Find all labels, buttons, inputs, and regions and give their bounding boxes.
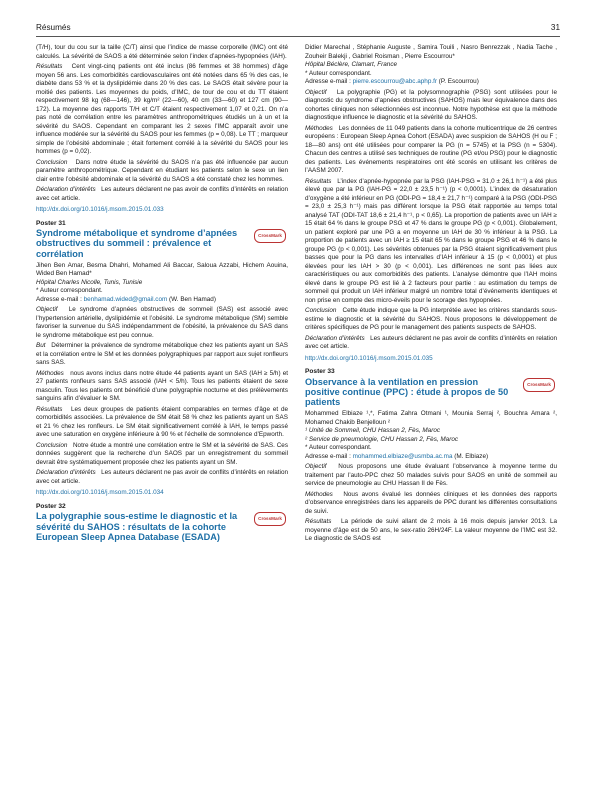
email-line: Adresse e-mail : mohammed.elbiaze@usmba.ac.ma (M. Elbiaze) <box>305 452 489 460</box>
section-title: Résumés <box>36 23 71 32</box>
poster-number: Poster 31 <box>36 219 66 227</box>
page-number: 31 <box>550 23 560 32</box>
poster-title: La polygraphie sous-estime le diagnostic et la sévérité du SAHOS : résultats de la cohorte European Sleep Apnea Database (ESADA) <box>36 511 238 542</box>
crossmark-icon[interactable]: CrossMark <box>523 378 555 392</box>
corresponding-note: * Auteur correspondant. <box>305 444 372 452</box>
affiliation: ¹ Unité de Sommeil, CHU Hassan 2, Fès, Maroc <box>305 427 441 435</box>
authors: Mohammed Elbiaze ¹,*, Fatima Zahra Otmani ¹, Mounia Serraj ², Bouchra Amara ², Mohamed Chakib Benjelloun ² <box>305 410 557 426</box>
email-line: Adresse e-mail : benhamad.wided@gmail.com (W. Ben Hamad) <box>36 295 216 303</box>
email-link[interactable]: mohammed.elbiaze@usmba.ac.ma <box>352 452 453 460</box>
running-header <box>36 20 560 37</box>
affiliation: Hôpital Charles Nicolle, Tunis, Tunisie <box>36 278 143 286</box>
affiliation: Hôpital Béclère, Clamart, France <box>305 61 398 68</box>
authors: Didier Marechal , Stéphanie Auguste , Samira Touili , Nasro Benrezzak , Nadia Tache , Zouheir Balekji , Gabriel Roisman , Pierre Escourrou* <box>305 44 557 60</box>
continued-text: (T/H), tour du cou sur la taille (C/T) ainsi que l’indice de masse corporelle (IMC) ont été calculés. La sévérité de SAOS a été déterminée selon l’index d’apnées-hypopnées (IAH). <box>36 44 288 60</box>
email-line: Adresse e-mail : pierre.escourrou@abc.aphp.fr (P. Escourrou) <box>305 78 479 85</box>
email-link[interactable]: pierre.escourrou@abc.aphp.fr <box>352 78 437 85</box>
email-link[interactable]: benhamad.wided@gmail.com <box>83 295 168 303</box>
corresponding-note: * Auteur correspondant. <box>305 69 372 77</box>
poster-number: Poster 33 <box>305 368 335 375</box>
authors: Jihen Ben Amar, Besma Dhahri, Mohamed Ali Baccar, Saloua Azzabi, Hichem Aouina, Wided Ben Hamad* <box>36 261 288 278</box>
poster-title: Syndrome métabolique et syndrome d’apnées obstructives du sommeil : prévalence et corrélation <box>36 228 238 259</box>
crossmark-icon[interactable]: CrossMark <box>254 512 286 526</box>
doi-link[interactable]: http://dx.doi.org/10.1016/j.msom.2015.01.033 <box>36 206 164 213</box>
doi-link[interactable]: http://dx.doi.org/10.1016/j.msom.2015.01.035 <box>305 354 433 362</box>
poster-number: Poster 32 <box>36 502 66 510</box>
doi-link[interactable]: http://dx.doi.org/10.1016/j.msom.2015.01.034 <box>36 489 164 497</box>
left-column: (T/H), tour du cou sur la taille (C/T) ainsi que l’indice de masse corporelle (IMC) ont été calculés. La sévérité de SAOS a été déterminée selon l’index d’apnées-hypopnées (IAH). Résultats Cent vingt-cinq patients ont été inclus (86 femmes et 38 hommes) d’âge moyen 56 ans. Les comorbidités cardiovasculaires ont été notées dans 65 % des cas, le diabète dans 53 % et la dyslipidémie dans 20 % des cas. Le SAOS était sévère pour la moitié des patients. Les moyennes du poids, d’IMC, de tour de cou et du TT étaient respectivement 98 kg (68—146), 39 kg/m² (22—60), 40 cm (33—60) et 127 cm (90—172). La moyenne des rapports T/H et C/T étaient respectivement 1,07 et 0,21. On n’a pas noté de corrélation entre les paramètres anthropométriques étudiés un à un et la sévérité du SAOS. Cependant en comparant les 2 sexes l’IMC apparaît avoir une influence modérée sur la sévérité du SAOS pour les femmes (p = 0,08). Le TT ; marqueur simple de l’obésité abdominale ; était fortement corrélé à la sévérité du SAOS pour les hommes (p = 0,02). Conclusion Dans notre étude la sévérité du SAOS n’a pas été influencée par aucun paramètre anthropométrique. Cependant en étudiant les patients selon le sexe un lien clair entre l’obésité abdominale et la sévérité du SAOS a été constaté chez les hommes. Déclaration d’intérêts Les auteurs déclarent ne pas avoir de conflits d’intérêts en relation avec cet article. http://dx.doi.org/10.1016/j.msom.2015.01.033 Poster 31 Syndrome métabolique et syndrome d’apnées obstructives du sommeil : prévalence et corrélation CrossMark Jihen Ben Amar, Besma Dhahri, Mohamed Ali Baccar, Saloua Azzabi, Hichem Aouina, Wided Ben Hamad* Hôpital Charles Nicolle, Tunis, Tunisie * Auteur correspondant. Adresse e-mail : benhamad.wided@gmail.com (W. Ben Hamad) Objectif Le syndrome d’apnées obstructives de sommeil (SAS) est associé avec l’hypertension artérielle, dyslipidémie et l’obésité. Le syndrome métabolique (SM) semble favoriser la survenue du SAS indépendamment de l’obésité, la prévalence du SAS dans le syndrome métabolique est peu connue. But Déterminer la prévalence de syndrome métabolique chez les patients ayant un SAS et la corrélation entre le SM et les données polygraphiques par rapport aux sujet ronfleurs sans SAS. Méthodes nous avons inclus dans notre étude 44 patients ayant un SAS (IAH ≥ 5/h) et 27 patients ronfleurs sans SAS associé (IAH < 5/h). Tous les patients étaient de sexe masculin. Tous les patients ont bénéficié d’une polygraphie nocturne et des prélèvements sanguins afin d’évaluer le SM. Résultats Les deux groupes de patients étaient comparables en termes d’âge et de comorbidités associées. La prévalence de SM était 58 % chez les patients ayant un SAS et 21 % chez les ronfleurs. Le SM était significativement corrélé à IAH, le temps passé avec une saturation en oxygène inférieure à 90 % et l’échelle de somnolence d’Epworth. Conclusion Notre étude a montré une corrélation entre le SM et la sévérité de SAS. Ces données suggèrent que la recherche d’un SAOS par un enregistrement du sommeil devrait être systématiquement proposée chez les patients ayant un SM. Déclaration d’intérêts Les auteurs déclarent ne pas avoir de conflits d’intérêts en relation avec cet article. http://dx.doi.org/10.1016/j.msom.2015.01.034 Poster 32 La polygraphie sous-estime le diagnostic et la sévérité du SAHOS : résultats de la cohorte European Sleep Apnea Database (ESADA) CrossMark <box>36 44 289 542</box>
affiliation: ² Service de pneumologie, CHU Hassan 2, Fès, Maroc <box>305 435 459 443</box>
right-column: Didier Marechal , Stéphanie Auguste , Samira Touili , Nasro Benrezzak , Nadia Tache , Zouheir Balekji , Gabriel Roisman , Pierre Escourrou* Hôpital Béclère, Clamart, France * Auteur correspondant. Adresse e-mail : pierre.escourrou@abc.aphp.fr (P. Escourrou) Objectif La polygraphie (PG) et la polysomnographie (PSG) sont utilisées pour le diagnostic du syndrome d’apnées obstructives (SAHOS) mais leur équivalence dans des cohortes cliniques non sélectionnées est inconnue. Notre hypothèse est que la méthode diagnostique influence le diagnostic et la sévérité du SAHOS. Méthodes Les données de 11 049 patients dans la cohorte multicentrique de 26 centres européens : European Sleep Apnea Cohort (ESADA) avec suspicion de SAHOS (H ou F ; 18—80 ans) ont été utilisées pour comparer la PG (n = 5745) et la PSG (n = 5304). Chacun des centres a utilisé ses techniques de routine (PG et/ou PSG) pour le diagnostic des patients. Les événements respiratoires ont été scorés en utilisant les critères de l’AASM 2007. Résultats L’index d’apnée-hypopnée par la PSG (IAH-PSG = 31,0 ± 26,1 h⁻¹) a été plus élevé que par la PG (IAH-PG = 22,0 ± 23,5 h⁻¹) (p < 0,0001). L’index de désaturation d’oxygène a été inférieur en PG (ODI-PG = 18,4 ± 21,7 h⁻¹) comparé à la PSG (ODI-PSG = 23,0 ± 25,3 h⁻¹) mais pas différent lorsque la PSG était rapportée au temps total analysé TAT (ODI-TAT 18,6 ± 21,4 h⁻¹, p < 0,65). La proportion de patients avec un IAH ≥ 15 était 64 % dans le groupe PSG et 47 % dans le groupe PG (p < 0,001). Globalement, un patient exploré par une PG a en moyenne un IAH de 30 % inférieur à la PSG. La proportion de patients avec un IAH ≥ 15 était 65 % dans le groupe PSG et 46 % dans le groupe PG (p < 0,001). Les sévérités obtenues par la PSG étaient significativement plus basses que pour la PG dans les intervalles d’IAH inférieur à 15 (p < 0,0001) et plus élevées pour les IAH > 30 (p < 0,001). Les différences ne sont pas liées aux caractéristiques ou aux comorbidités des patients. L’analyse démontre que l’IAH moins élevé dans le groupe PG est lié à 2 facteurs pour partie : au estimation du temps de sommeil qui produit un IAH inférieur malgré un nombre total d’événements identiques et non prise en compte des micro-éveils pour le scorage des hypopnées. Conclusion Cette étude indique que la PG interprétée avec les critères standards sous-estime le diagnostic et la sévérité du SAHOS. Nous proposons le développement de critères spécifiques de PG pour le management des patients suspects de SAHOS. Déclaration d’intérêts Les auteurs déclarent ne pas avoir de conflits d’intérêts en relation avec cet article. http://dx.doi.org/10.1016/j.msom.2015.01.035 Poster 33 Observance à la ventilation en pression positive continue (PPC) : étude à propos de 50 patients CrossMark Mohammed Elbiaze ¹,*, Fatima Zahra Otmani ¹, Mounia Serraj ², Bouchra Amara ², Mohamed Chakib Benjelloun ² ¹ Unité de Sommeil, CHU Hassan 2, Fès, Maroc ² Service de pneumologie, CHU Hassan 2, Fès, Maroc * Auteur correspondant. Adresse e-mail : mohammed.elbiaze@usmba.ac.ma (M. Elbiaze) Objectif Nous proposons une étude évaluant l’observance à moyenne terme du traitement par l’auto-PPC chez 50 malades suivis pour SAOS en unité de sommeil au service de pneumologie au CHU Hassan II de Fès. Méthodes Nous avons évalué les données cliniques et les données des rapports d’observance enregistrées dans les appareils de PPC durant les différentes consultations de suivi. Résultats La période de suivi allant de 2 mois à 16 mois depuis janvier 2013. La moyenne d’âge est de 50 ans, le sex-ratio 26H/24F. La valeur moyenne de l’IMC est 32. Le diagnostic de SAOS est <box>305 44 558 543</box>
corresponding-note: * Auteur correspondant. <box>36 287 103 295</box>
crossmark-icon[interactable]: CrossMark <box>254 229 286 243</box>
poster-title: Observance à la ventilation en pression positive continue (PPC) : étude à propos de 50 patients <box>305 376 509 408</box>
